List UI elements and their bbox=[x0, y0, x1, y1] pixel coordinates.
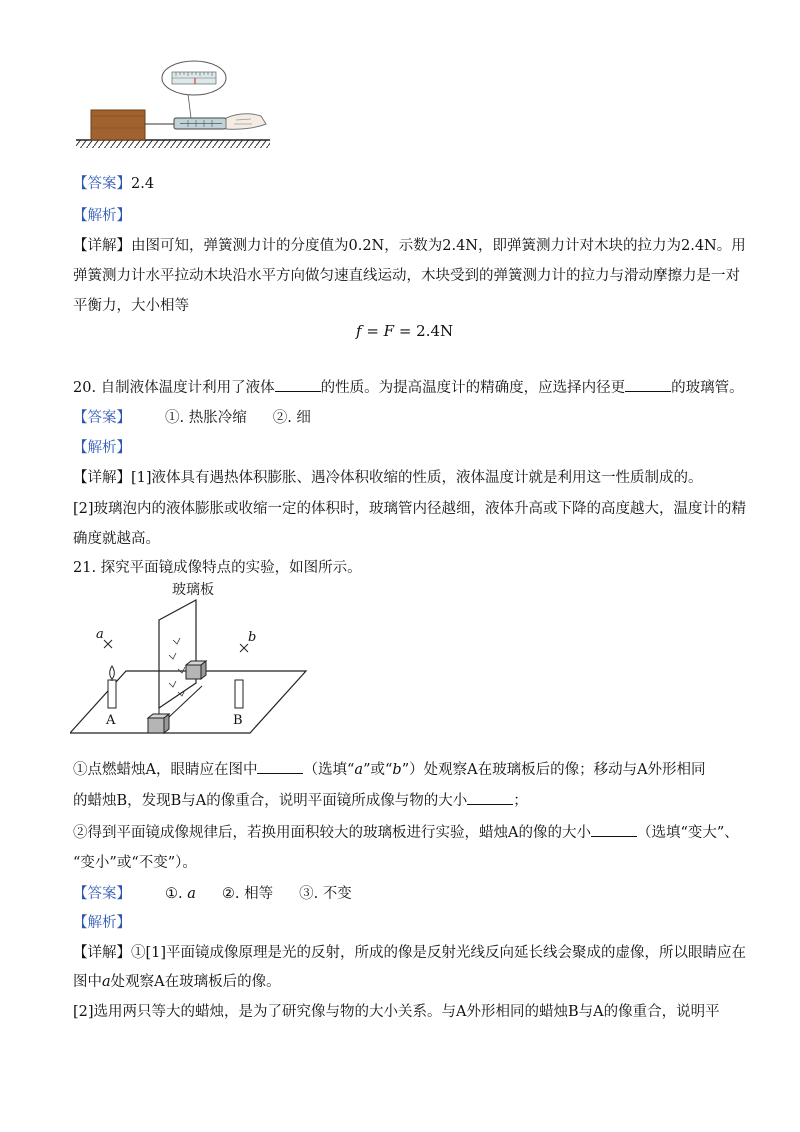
stem-text: 20. 自制液体温度计利用了液体 bbox=[73, 380, 275, 396]
answer-blank bbox=[467, 791, 513, 805]
detail-tag: 【详解】 bbox=[73, 470, 131, 486]
eye-b-label: b bbox=[248, 630, 257, 645]
q19-detail-line-1 bbox=[73, 236, 746, 256]
sub-question-text: （选填“ bbox=[303, 762, 355, 778]
q21-sub2-line-2 bbox=[73, 853, 733, 873]
detail-text: 弹簧测力计水平拉动木块沿水平方向做匀速直线运动，木块受到的弹簧测力计的拉力与滑动摩擦力是一对 bbox=[73, 268, 740, 284]
answer-1-value: a bbox=[187, 886, 196, 902]
sub-question-text: ； bbox=[513, 793, 528, 809]
block-back bbox=[186, 665, 201, 679]
sub-question-text: ”）处观察A在玻璃板后的像；移动与A外形相同 bbox=[401, 762, 706, 778]
q21-analysis-line bbox=[73, 913, 733, 933]
q21-detail-line-2 bbox=[73, 972, 733, 992]
detail-text: [2]玻璃泡内的液体膨胀或收缩一定的体积时，玻璃管内径越细，液体升高或下降的高度越大，温度计的精 bbox=[73, 501, 747, 517]
eye-b-icon bbox=[240, 644, 248, 652]
answer-tag: 【答案】 bbox=[73, 176, 131, 192]
q21-stem bbox=[73, 558, 733, 578]
answer-tag: 【答案】 bbox=[73, 410, 131, 426]
candle-b-label: B bbox=[233, 713, 243, 728]
glass-plate-label: 玻璃板 bbox=[172, 582, 214, 598]
detail-text: 由图可知，弹簧测力计的分度值为0.2N，示数为2.4N，即弹簧测力计对木块的拉力为2.4N。用 bbox=[131, 238, 746, 254]
sub-question-text: ①点燃蜡烛A，眼睛应在图中 bbox=[73, 762, 258, 778]
detail-text: 平衡力，大小相等 bbox=[73, 298, 189, 314]
q21-answer-line bbox=[73, 884, 733, 904]
q20-detail-line-2 bbox=[73, 499, 747, 519]
q21-detail-line-3 bbox=[73, 1002, 733, 1022]
hand bbox=[226, 114, 266, 129]
answer-blank bbox=[591, 823, 637, 837]
q21-sub1-line-2 bbox=[73, 791, 733, 811]
q20-detail-line-1 bbox=[73, 468, 733, 488]
q21-sub1-line-1 bbox=[73, 760, 733, 780]
answer-blank bbox=[275, 378, 321, 392]
stem-text: 的性质。为提高温度计的精确度，应选择内径更 bbox=[320, 380, 626, 396]
analysis-tag: 【解析】 bbox=[73, 915, 131, 931]
detail-text: [2]选用两只等大的蜡烛，是为了研究像与物的大小关系。与A外形相同的蜡烛B与A的像重合，说明平 bbox=[73, 1004, 720, 1020]
q20-analysis-line bbox=[73, 438, 733, 458]
eye-a-label: a bbox=[96, 627, 104, 642]
block-front bbox=[148, 718, 164, 733]
q19-answer-line bbox=[73, 174, 733, 194]
q20-detail-line-3 bbox=[73, 529, 733, 549]
answer-blank bbox=[625, 378, 671, 392]
wooden-block bbox=[91, 110, 145, 140]
answer-2: ②. 细 bbox=[272, 410, 311, 426]
q19-detail-line-2 bbox=[73, 266, 740, 286]
q21-detail-line-1 bbox=[73, 943, 747, 963]
q20-stem bbox=[73, 378, 744, 398]
sub-question-text: ②得到平面镜成像规律后，若换用面积较大的玻璃板进行实验，蜡烛A的像的大小 bbox=[73, 825, 591, 841]
answer-tag: 【答案】 bbox=[73, 886, 131, 902]
answer-1: ①. 热胀冷缩 bbox=[165, 410, 247, 426]
candle-a bbox=[108, 680, 116, 708]
formula-rhs: 2.4N bbox=[416, 322, 454, 340]
stem-text: 的玻璃管。 bbox=[671, 380, 744, 396]
candle-a-label: A bbox=[106, 713, 116, 728]
answer-value: 2.4 bbox=[131, 176, 155, 192]
zoom-pointer bbox=[188, 94, 191, 118]
answer-3: ③. 不变 bbox=[299, 886, 352, 902]
sub-question-text: （选填“变大”、 bbox=[636, 825, 739, 841]
flame bbox=[110, 666, 115, 679]
q19-detail-line-3 bbox=[73, 296, 733, 316]
friction-formula bbox=[356, 322, 453, 340]
q20-answer-line bbox=[73, 408, 733, 428]
glass-plate bbox=[159, 600, 196, 708]
detail-text: 处观察A在玻璃板后的像。 bbox=[110, 974, 281, 990]
stem-text: 21. 探究平面镜成像特点的实验，如图所示。 bbox=[73, 560, 362, 576]
sub-question-text: ”或“ bbox=[363, 762, 393, 778]
answer-1-num: ①. bbox=[165, 886, 188, 902]
q19-analysis-line bbox=[73, 206, 733, 226]
analysis-tag: 【解析】 bbox=[73, 440, 131, 456]
sub-question-text: 的蜡烛B，发现B与A的像重合，说明平面镜所成像与物的大小 bbox=[73, 793, 468, 809]
formula-lhs: f = F = bbox=[356, 322, 417, 340]
detail-italic: a bbox=[102, 974, 111, 990]
detail-tag: 【详解】 bbox=[73, 238, 131, 254]
answer-blank bbox=[257, 760, 303, 774]
candle-b bbox=[235, 680, 243, 708]
eye-a-icon bbox=[104, 640, 112, 648]
analysis-tag: 【解析】 bbox=[73, 208, 131, 224]
detail-text: [1]液体具有遇热体积膨胀、遇冷体积收缩的性质，液体温度计就是利用这一性质制成的。 bbox=[131, 470, 703, 486]
option-b: b bbox=[392, 762, 402, 778]
answer-2: ②. 相等 bbox=[221, 886, 274, 902]
detail-text: 图中 bbox=[73, 974, 102, 990]
plane-mirror-figure bbox=[70, 578, 310, 738]
detail-text: 确度就越高。 bbox=[73, 531, 160, 547]
ground-hatching bbox=[76, 140, 270, 148]
q21-sub2-line-1 bbox=[73, 823, 739, 843]
detail-tag: 【详解】 bbox=[73, 945, 131, 961]
spring-scale-figure bbox=[76, 58, 276, 154]
sub-question-text: “变小”或“不变”）。 bbox=[73, 855, 197, 871]
detail-text: ①[1]平面镜成像原理是光的反射，所成的像是反射光线反向延长线会聚成的虚像，所以眼睛应在 bbox=[131, 945, 747, 961]
option-a: a bbox=[354, 762, 364, 778]
